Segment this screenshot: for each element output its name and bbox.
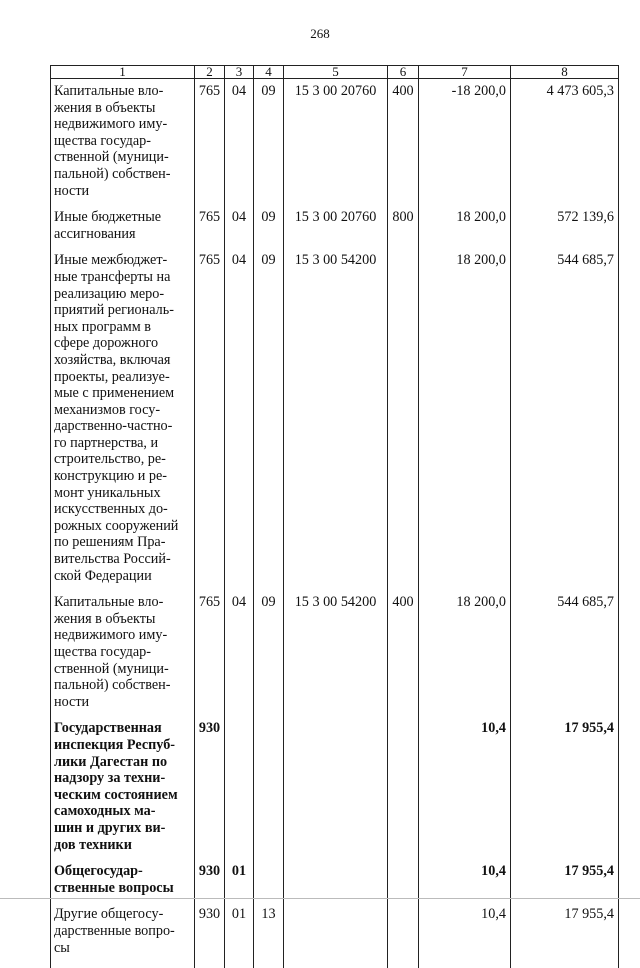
expense-type: 400 xyxy=(388,79,419,200)
row-name-line: Капитальные вло- xyxy=(54,83,191,100)
section-code: 04 xyxy=(225,79,254,200)
subsection-code: 09 xyxy=(254,79,284,200)
section-code: 04 xyxy=(225,242,254,584)
row-name-line: строительство, ре- xyxy=(54,451,191,468)
row-name-line: ческим состоянием xyxy=(54,787,191,804)
row-name-line: жения в объекты xyxy=(54,611,191,628)
scan-edge-line xyxy=(0,898,640,899)
budget-table xyxy=(50,65,619,968)
column-header-5: 5 xyxy=(284,66,388,79)
row-name-line: вительства Россий- xyxy=(54,551,191,568)
ministry-code: 930 xyxy=(195,710,225,853)
row-name-line: проекты, реализуе- xyxy=(54,369,191,386)
row-name-line: ности xyxy=(54,183,191,200)
row-name xyxy=(51,710,195,853)
row-name-line: ственной (муници- xyxy=(54,149,191,166)
row-name-line: дов техники xyxy=(54,837,191,854)
total-amount: 544 685,7 xyxy=(511,584,619,710)
column-header-2: 2 xyxy=(195,66,225,79)
row-name-line: рожных сооружений xyxy=(54,518,191,535)
row-name-line: реализацию меро- xyxy=(54,286,191,303)
change-amount: -18 200,0 xyxy=(419,79,511,200)
change-amount: 10,4 xyxy=(419,710,511,853)
row-name-line: ассигнования xyxy=(54,226,191,243)
table-row xyxy=(51,79,619,200)
row-name-line: ные трансферты на xyxy=(54,269,191,286)
expense-type xyxy=(388,853,419,896)
row-name xyxy=(51,896,195,968)
row-name-line: сы xyxy=(54,940,191,957)
row-name-line: Государственная xyxy=(54,720,191,737)
target-article: 15 3 00 54200 xyxy=(284,242,388,584)
row-name-line: дарственные вопро- xyxy=(54,923,191,940)
row-name-line: самоходных ма- xyxy=(54,803,191,820)
row-name-line: пальной) собствен- xyxy=(54,166,191,183)
row-name xyxy=(51,584,195,710)
section-code: 04 xyxy=(225,584,254,710)
ministry-code: 765 xyxy=(195,79,225,200)
row-name-line: Общегосудар- xyxy=(54,863,191,880)
subsection-code: 13 xyxy=(254,896,284,968)
table-row xyxy=(51,710,619,853)
subsection-code: 09 xyxy=(254,242,284,584)
row-name-line: ственной (муници- xyxy=(54,661,191,678)
table-row xyxy=(51,584,619,710)
row-name-line: дарственно-частно- xyxy=(54,418,191,435)
target-article: 15 3 00 20760 xyxy=(284,79,388,200)
expense-type: 400 xyxy=(388,584,419,710)
subsection-code xyxy=(254,853,284,896)
section-code: 04 xyxy=(225,199,254,242)
total-amount: 17 955,4 xyxy=(511,896,619,968)
change-amount: 10,4 xyxy=(419,853,511,896)
table-row xyxy=(51,242,619,584)
row-name-line: пальной) собствен- xyxy=(54,677,191,694)
row-name-line: монт уникальных xyxy=(54,485,191,502)
subsection-code: 09 xyxy=(254,584,284,710)
column-header-3: 3 xyxy=(225,66,254,79)
row-name-line: ных программ в xyxy=(54,319,191,336)
row-name-line: недвижимого иму- xyxy=(54,627,191,644)
change-amount: 10,4 xyxy=(419,896,511,968)
subsection-code: 09 xyxy=(254,199,284,242)
expense-type xyxy=(388,710,419,853)
row-name-line: шин и других ви- xyxy=(54,820,191,837)
row-name xyxy=(51,79,195,200)
row-name-line: по решениям Пра- xyxy=(54,534,191,551)
row-name-line: жения в объекты xyxy=(54,100,191,117)
row-name-line: приятий региональ- xyxy=(54,302,191,319)
row-name-line: хозяйства, включая xyxy=(54,352,191,369)
section-code: 01 xyxy=(225,853,254,896)
ministry-code: 765 xyxy=(195,242,225,584)
column-header-1: 1 xyxy=(51,66,195,79)
subsection-code xyxy=(254,710,284,853)
ministry-code: 765 xyxy=(195,199,225,242)
expense-type: 800 xyxy=(388,199,419,242)
row-name-line: конструкцию и ре- xyxy=(54,468,191,485)
total-amount: 4 473 605,3 xyxy=(511,79,619,200)
row-name xyxy=(51,242,195,584)
target-article xyxy=(284,896,388,968)
row-name-line: инспекция Респуб- xyxy=(54,737,191,754)
row-name-line: Иные межбюджет- xyxy=(54,252,191,269)
table-row xyxy=(51,199,619,242)
row-name-line: искусственных до- xyxy=(54,501,191,518)
expense-type xyxy=(388,242,419,584)
row-name-line: лики Дагестан по xyxy=(54,754,191,771)
total-amount: 17 955,4 xyxy=(511,710,619,853)
row-name-line: ской Федерации xyxy=(54,568,191,585)
table-row xyxy=(51,853,619,896)
table-row xyxy=(51,896,619,968)
expense-type xyxy=(388,896,419,968)
row-name-line: щества государ- xyxy=(54,133,191,150)
column-number-header xyxy=(51,66,619,79)
ministry-code: 765 xyxy=(195,584,225,710)
row-name-line: надзору за техни- xyxy=(54,770,191,787)
row-name xyxy=(51,199,195,242)
row-name-line: го партнерства, и xyxy=(54,435,191,452)
ministry-code: 930 xyxy=(195,853,225,896)
row-name-line: Иные бюджетные xyxy=(54,209,191,226)
row-name-line: мые с применением xyxy=(54,385,191,402)
column-header-4: 4 xyxy=(254,66,284,79)
table-body xyxy=(51,79,619,968)
target-article: 15 3 00 20760 xyxy=(284,199,388,242)
target-article xyxy=(284,853,388,896)
target-article: 15 3 00 54200 xyxy=(284,584,388,710)
row-name-line: механизмов госу- xyxy=(54,402,191,419)
target-article xyxy=(284,710,388,853)
section-code xyxy=(225,710,254,853)
section-code: 01 xyxy=(225,896,254,968)
column-header-8: 8 xyxy=(511,66,619,79)
total-amount: 572 139,6 xyxy=(511,199,619,242)
change-amount: 18 200,0 xyxy=(419,242,511,584)
row-name-line: Капитальные вло- xyxy=(54,594,191,611)
row-name-line: Другие общегосу- xyxy=(54,906,191,923)
row-name-line: ности xyxy=(54,694,191,711)
change-amount: 18 200,0 xyxy=(419,199,511,242)
change-amount: 18 200,0 xyxy=(419,584,511,710)
row-name-line: ственные вопросы xyxy=(54,880,191,897)
column-header-6: 6 xyxy=(388,66,419,79)
row-name-line: сфере дорожного xyxy=(54,335,191,352)
total-amount: 544 685,7 xyxy=(511,242,619,584)
page-number: 268 xyxy=(0,26,640,42)
column-header-7: 7 xyxy=(419,66,511,79)
row-name xyxy=(51,853,195,896)
row-name-line: щества государ- xyxy=(54,644,191,661)
row-name-line: недвижимого иму- xyxy=(54,116,191,133)
ministry-code: 930 xyxy=(195,896,225,968)
total-amount: 17 955,4 xyxy=(511,853,619,896)
